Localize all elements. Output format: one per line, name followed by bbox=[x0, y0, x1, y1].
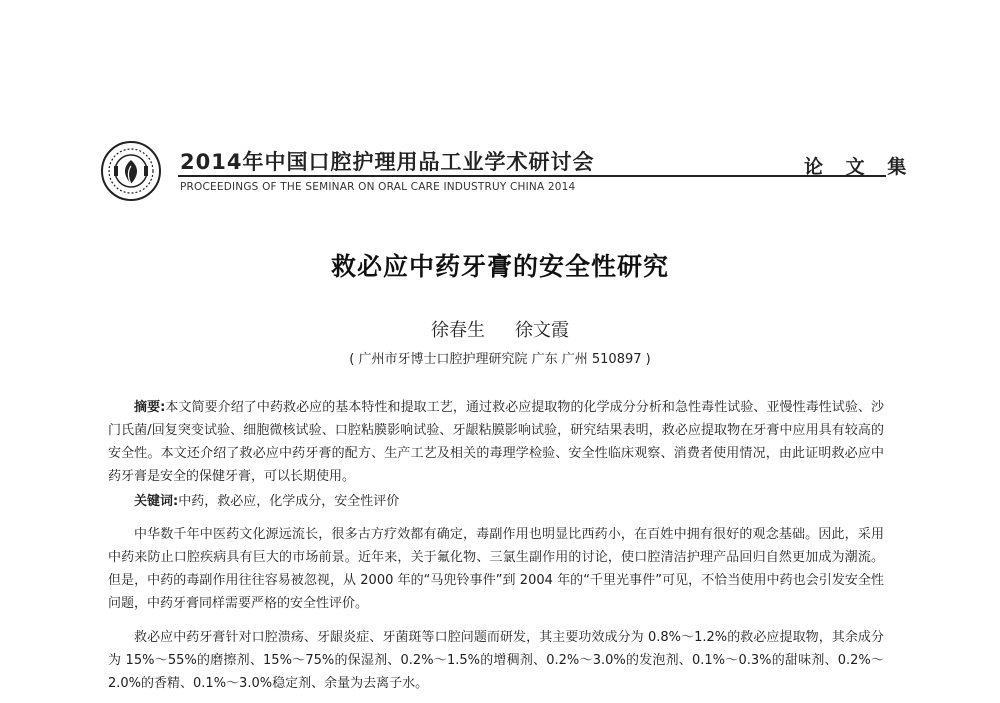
author-name: 徐文霞 bbox=[515, 320, 569, 341]
keywords-label: 关键词: bbox=[134, 494, 179, 509]
body-paragraph bbox=[108, 523, 884, 615]
body-paragraph-text: 救必应中药牙膏针对口腔溃疡、牙龈炎症、牙菌斑等口腔问题而研发，其主要功效成分为 0.8%～1.2%的救必应提取物，其余成分为 15%～55%的磨擦剂、15%～75%的保湿剂、0.2%～1.5%的增稠剂、0.2%～3.0%的发泡剂、0.1%～0.3%的甜味剂、0.2%～2.0%的香精、0.1%～3.0%稳定剂、余量为去离子水。 bbox=[108, 630, 884, 691]
abstract-text: 本文简要介绍了中药救必应的基本特性和提取工艺，通过救必应提取物的化学成分分析和急性毒性试验、亚慢性毒性试验、沙门氏菌/回复突变试验、细胞微核试验、口腔粘膜影响试验、牙龈粘膜影响试验，研究结果表明，救必应提取物在牙膏中应用具有较高的安全性。本文还介绍了救必应中药牙膏的配方、生产工艺及相关的毒理学检验、安全性临床观察、消费者使用情况，由此证明救必应中药牙膏是安全的保健牙膏，可以长期使用。 bbox=[108, 400, 884, 484]
header-rule bbox=[178, 175, 886, 177]
paper-title: 救必应中药牙膏的安全性研究 bbox=[330, 252, 669, 281]
author-list bbox=[0, 316, 1000, 342]
seminar-logo-icon bbox=[100, 140, 162, 202]
keywords-text: 中药，救必应，化学成分，安全性评价 bbox=[178, 494, 400, 509]
collection-label: 论 文 集 bbox=[804, 156, 915, 178]
affiliation: ( 广州市牙博士口腔护理研究院 广东 广州 510897 ) bbox=[349, 352, 651, 367]
abstract bbox=[108, 396, 884, 488]
conference-title-cn: 2014年中国口腔护理用品工业学术研讨会 bbox=[180, 150, 595, 174]
body-paragraph-text: 中华数千年中医药文化源远流长，很多古方疗效都有确定，毒副作用也明显比西药小，在百姓中拥有很好的观念基础。因此，采用中药来防止口腔疾病具有巨大的市场前景。近年来，关于氟化物、三氯生副作用的讨论，使口腔清洁护理产品回归自然更加成为潮流。但是，中药的毒副作用往往容易被忽视，从 2000 年的“马兜铃事件”到 2004 年的“千里光事件”可见，不恰当使用中药也会引发安全性问题，中药牙膏同样需要严格的安全性评价。 bbox=[108, 527, 884, 611]
abstract-label: 摘要: bbox=[134, 400, 166, 415]
keywords bbox=[108, 490, 884, 513]
conference-title-en: PROCEEDINGS OF THE SEMINAR ON ORAL CARE INDUSTRUY CHINA 2014 bbox=[180, 181, 576, 193]
author-name: 徐春生 bbox=[431, 320, 485, 341]
body-paragraph bbox=[108, 626, 884, 695]
